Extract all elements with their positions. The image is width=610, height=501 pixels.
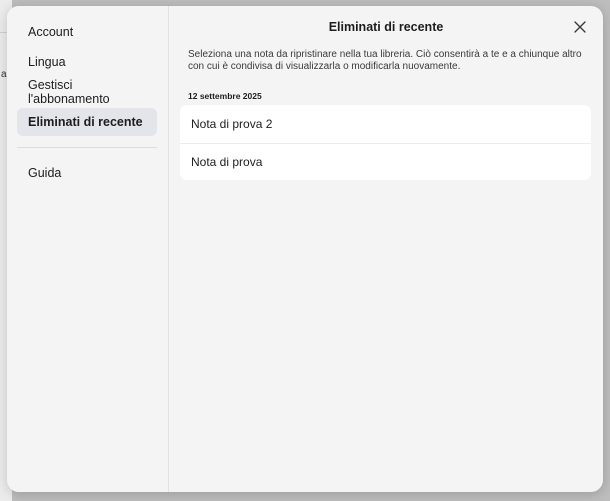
sidebar-item-account[interactable] (17, 18, 157, 46)
sidebar-item-label: Lingua (28, 55, 66, 69)
sidebar-item-label: Guida (28, 166, 62, 180)
deleted-notes-list (180, 105, 591, 180)
sidebar-item-label: Account (28, 25, 74, 39)
sidebar-divider (17, 147, 157, 148)
background-text: a (1, 69, 7, 80)
settings-modal (7, 6, 603, 492)
settings-sidebar (7, 6, 169, 492)
close-button[interactable] (573, 20, 587, 34)
page-description: Seleziona una nota da ripristinare nella tua libreria. Ciò consentirà a te e a chiunque altro con cui è condivisa di visualizzarla o modificarla nuovamente. (188, 49, 582, 72)
close-icon (573, 20, 587, 34)
sidebar-item-subscription[interactable] (17, 78, 157, 106)
sidebar-item-label: Gestisci l'abbonamento (28, 78, 110, 106)
sidebar-item-recently-deleted[interactable] (17, 108, 157, 136)
recently-deleted-panel (169, 6, 603, 492)
sidebar-item-help[interactable] (17, 159, 157, 187)
deleted-note-item[interactable] (180, 105, 591, 143)
page-title: Eliminati di recente (328, 20, 444, 34)
sidebar-item-label: Eliminati di recente (28, 115, 143, 129)
deleted-note-item[interactable] (180, 143, 591, 181)
sidebar-item-language[interactable] (17, 48, 157, 76)
note-title: Nota di prova (191, 154, 263, 169)
date-group-label: 12 settembre 2025 (188, 91, 262, 101)
note-title: Nota di prova 2 (191, 116, 273, 131)
